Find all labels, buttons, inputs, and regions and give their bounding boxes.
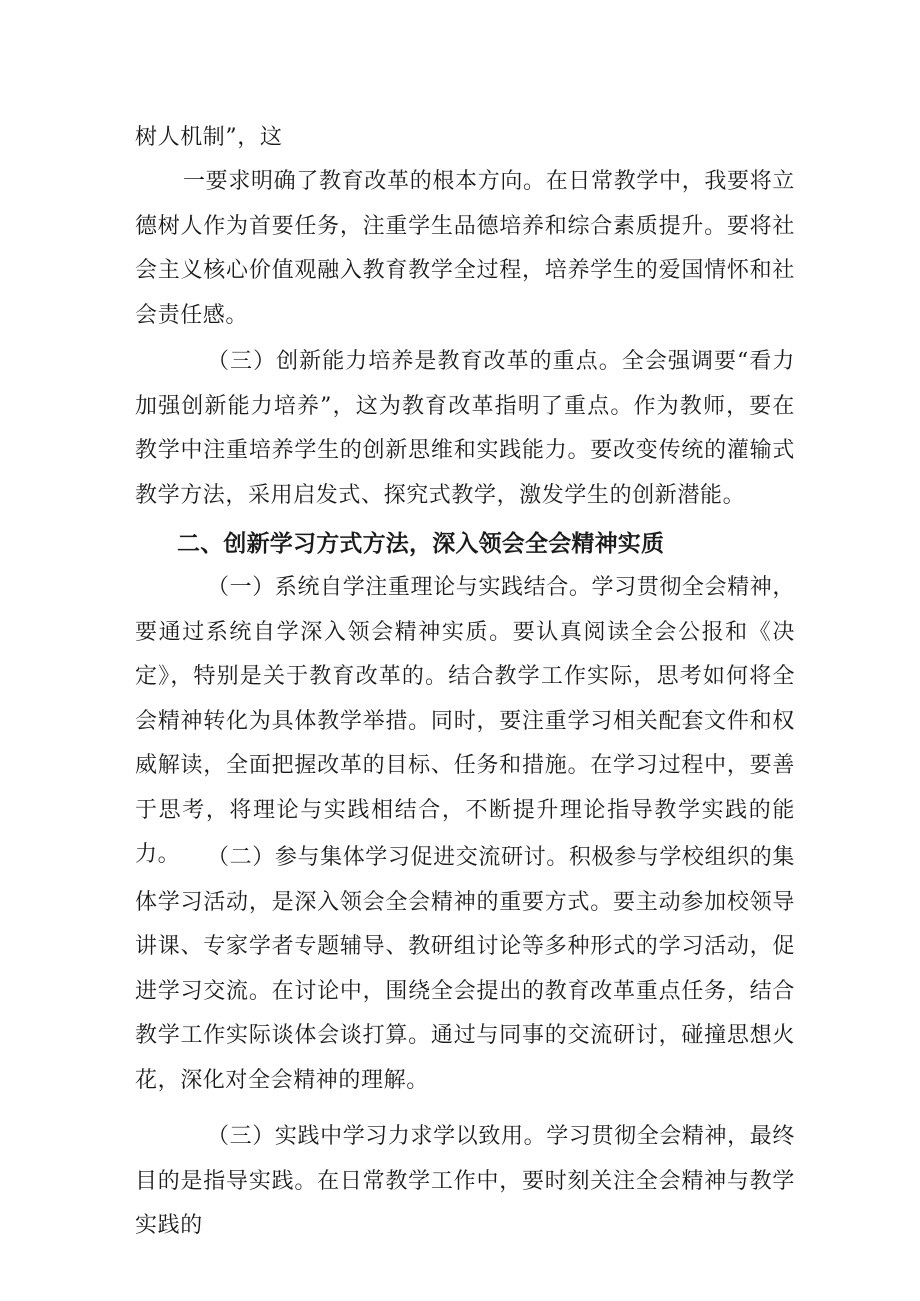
paragraph-group-study: （二）参与集体学习促进交流研讨。积极参与学校组织的集体学习活动，是深入领会全会精神的重要方式。要主动参加校领导讲课、专家学者专题辅导、教研组讨论等多种形式的学习活动，促进学习交流。在讨论中，围绕全会提出的教育改革重点任务，结合教学工作实际谈体会谈打算。通过与同事的交流研讨，碰撞思想火花，深化对全会精神的理解。	[135, 845, 795, 1093]
section-heading: 二、创新学习方式方法，深入领会全会精神实质	[177, 531, 665, 557]
paragraph-self-study: （一）系统自学注重理论与实践结合。学习贯彻全会精神，要通过系统自学深入领会精神实质。要认真阅读全会公报和《决定》，特别是关于教育改革的。结合教学工作实际，思考如何将全会精神转化为具体教学举措。同时，要注重学习相关配套文件和权威解读，全面把握改革的目标、任务和措施。在学习过程中，要善于思考，将理论与实践相结合，不断提升理论指导教学实践的能力。	[135, 575, 795, 867]
paragraph-fragment: 树人机制”，这	[135, 125, 283, 150]
paragraph-moral-education: 一要求明确了教育改革的根本方向。在日常教学中，我要将立德树人作为首要任务，注重学生品德培养和综合素质提升。要将社会主义核心价值观融入教育教学全过程，培养学生的爱国情怀和社会责任感。	[135, 169, 795, 328]
paragraph-practice: （三）实践中学习力求学以致用。学习贯彻全会精神，最终目的是指导实践。在日常教学工作中，要时刻关注全会精神与教学实践的	[135, 1124, 795, 1238]
paragraph-innovation-ability: （三）创新能力培养是教育改革的重点。全会强调要“看力加强创新能力培养”，这为教育改革指明了重点。作为教师，要在教学中注重培养学生的创新思维和实践能力。要改变传统的灌输式教学方法，采用启发式、探究式教学，激发学生的创新潜能。	[135, 349, 795, 508]
